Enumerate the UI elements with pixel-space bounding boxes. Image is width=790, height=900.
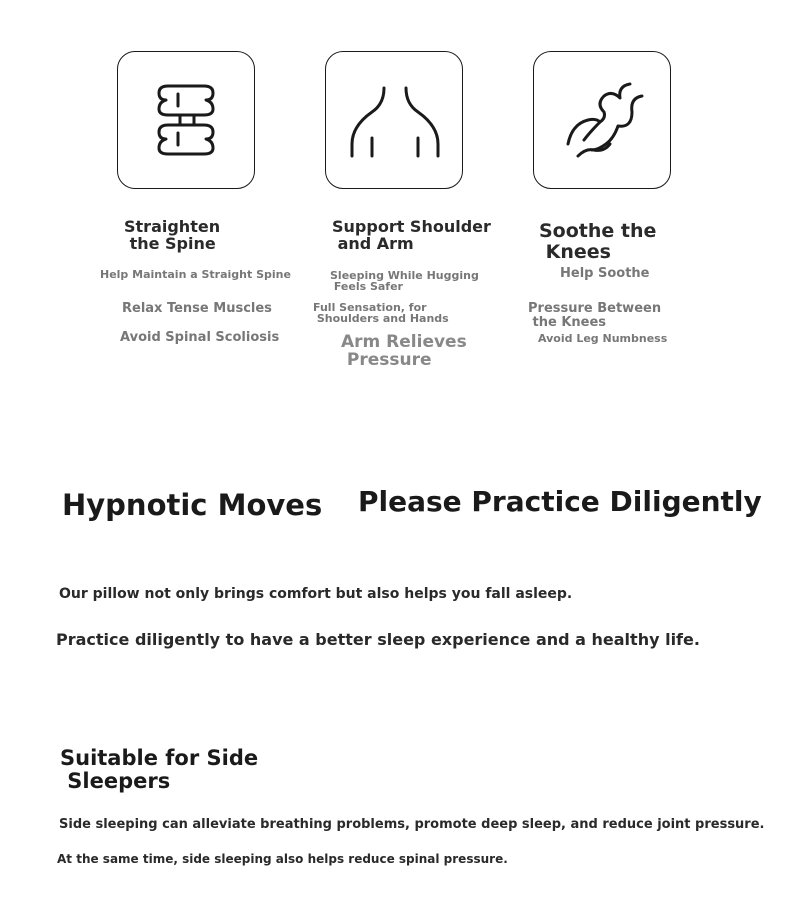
side-sleepers-line-2: At the same time, side sleeping also helps reduce spinal pressure. <box>57 852 508 866</box>
feature-title-spine: Straighten the Spine <box>124 217 221 253</box>
side-sleepers-line-1: Side sleeping can alleviate breathing problems, promote deep sleep, and reduce joint pressure. <box>59 817 765 832</box>
feature-title-shoulder: Support Shoulder and Arm <box>332 217 491 253</box>
feature-line-shoulder-2: Full Sensation, for Shoulders and Hands <box>313 301 449 325</box>
spine-card <box>117 51 255 189</box>
headline-right: Please Practice Diligently <box>358 485 762 518</box>
feature-line-shoulder-3: Arm Relieves Pressure <box>341 332 467 370</box>
side-sleepers-title: Suitable for Side Sleepers <box>60 746 259 793</box>
intro-line-2: Practice diligently to have a better sleep experience and a healthy life. <box>56 630 700 649</box>
feature-line-knees-3: Avoid Leg Numbness <box>538 332 668 345</box>
feature-line-spine-3: Avoid Spinal Scoliosis <box>120 330 280 345</box>
feature-line-spine-1: Help Maintain a Straight Spine <box>100 268 291 281</box>
feature-line-shoulder-1: Sleeping While Hugging Feels Safer <box>330 269 479 293</box>
spine-icon <box>118 52 256 190</box>
feature-line-knees-2: Pressure Between the Knees <box>528 301 662 330</box>
shoulder-icon <box>326 52 464 190</box>
feature-title-knees: Soothe the Knees <box>539 220 657 263</box>
feature-line-knees-1: Help Soothe <box>560 266 650 281</box>
shoulder-card <box>325 51 463 189</box>
headline-left: Hypnotic Moves <box>62 488 323 522</box>
intro-line-1: Our pillow not only brings comfort but also helps you fall asleep. <box>59 586 573 602</box>
knee-joint-icon <box>534 52 672 190</box>
knee-card <box>533 51 671 189</box>
feature-line-spine-2: Relax Tense Muscles <box>122 301 272 316</box>
